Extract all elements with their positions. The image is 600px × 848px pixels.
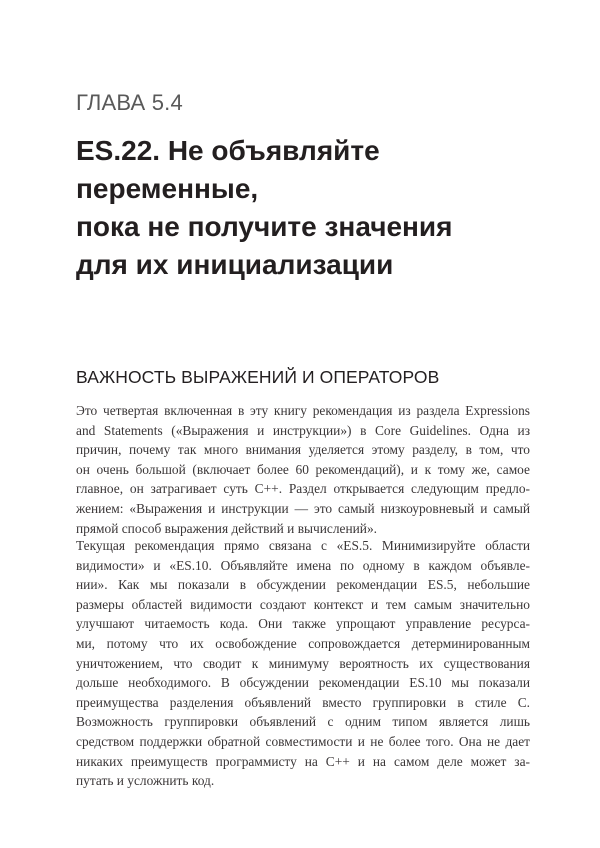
chapter-title — [76, 132, 546, 284]
chapter-title-line: для их инициализации — [76, 249, 394, 280]
chapter-title-line: переменные, — [76, 173, 259, 204]
text-line: дольше необходимого. В обсуждении рекомендации ES.10 мы показали — [76, 675, 530, 691]
text-line: Это четвертая включенная в эту книгу рекомендация из раздела Expressions — [76, 403, 530, 418]
text-line: видимости» и «ES.10. Объявляйте имена по одному в каждом объявле- — [76, 557, 530, 573]
chapter-title-line: пока не получите значения — [76, 211, 453, 242]
text-line: Возможность группировки объявлений с одним типом является лишь — [76, 714, 530, 730]
chapter-label: ГЛАВА 5.4 — [76, 90, 183, 115]
text-line: главное, он затрагивает суть C++. Раздел открывается следующим предло- — [76, 481, 530, 497]
text-line: причин, почему так много внимания уделяется этому разделу, в том, что — [76, 442, 530, 458]
text-line: улучшают читаемость кода. Они также упрощают управление ресурса- — [76, 616, 530, 632]
text-line: он очень большой (включает более 60 рекомендаций), и к тому же, самое — [76, 461, 530, 477]
paragraph — [76, 401, 530, 538]
text-line: and Statements («Выражения и инструкции») в Core Guidelines. Одна из — [76, 422, 530, 438]
text-line: Текущая рекомендация прямо связана с «ES.5. Минимизируйте области — [76, 538, 530, 553]
text-line: никаких преимуществ программисту на C++ и на самом деле может за- — [76, 753, 530, 769]
text-line: уничтожением, что сводит к минимуму вероятность их существования — [76, 655, 530, 671]
text-line: нии». Как мы показали в обсуждении рекомендации ES.5, небольшие — [76, 577, 530, 593]
chapter-title-line: ES.22. Не объявляйте — [76, 135, 380, 166]
text-line: преимущества разделения объявлений вместо группировки в стиле C. — [76, 694, 530, 710]
text-line: путать и усложнить код. — [76, 773, 215, 789]
text-line: средством поддержки обратной совместимости и не более того. Она не дает — [76, 733, 530, 749]
text-line: ми, потому что их освобождение сопровождается детерминированным — [76, 635, 530, 651]
text-line: прямой способ выражения действий и вычислений». — [76, 520, 378, 536]
text-line: размеры областей видимости создают контекст и тем самым значительно — [76, 596, 530, 612]
section-heading: ВАЖНОСТЬ ВЫРАЖЕНИЙ И ОПЕРАТОРОВ — [76, 367, 440, 387]
text-line: жением: «Выражения и инструкции — это самый низкоуровневый и самый — [76, 500, 530, 516]
paragraph — [76, 536, 530, 791]
